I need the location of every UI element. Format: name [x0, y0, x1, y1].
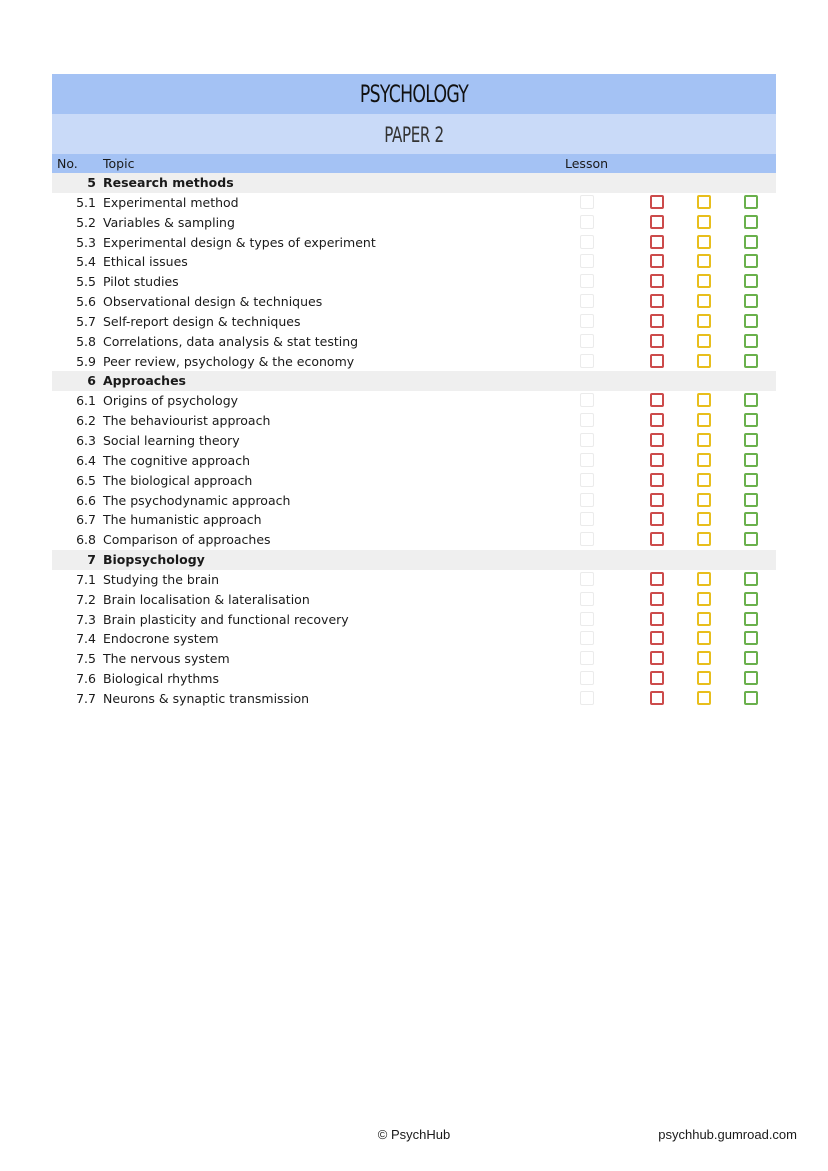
red-checkbox[interactable]	[650, 235, 664, 249]
green-checkbox[interactable]	[744, 334, 758, 348]
topic-number: 6.6	[76, 492, 96, 508]
red-checkbox[interactable]	[650, 671, 664, 685]
red-checkbox[interactable]	[650, 473, 664, 487]
red-checkbox[interactable]	[650, 592, 664, 606]
green-checkbox[interactable]	[744, 671, 758, 685]
red-checkbox[interactable]	[650, 334, 664, 348]
amber-checkbox[interactable]	[697, 195, 711, 209]
lesson-checkbox[interactable]	[580, 274, 594, 288]
amber-checkbox[interactable]	[697, 512, 711, 526]
topic-table	[52, 173, 776, 709]
topic-row	[52, 391, 776, 411]
lesson-checkbox[interactable]	[580, 195, 594, 209]
topic-title: Pilot studies	[103, 274, 179, 290]
lesson-checkbox[interactable]	[580, 393, 594, 407]
red-checkbox[interactable]	[650, 691, 664, 705]
green-checkbox[interactable]	[744, 433, 758, 447]
topic-number: 6.7	[76, 512, 96, 528]
topic-number: 7.3	[76, 611, 96, 627]
topic-number: 6.2	[76, 413, 96, 429]
red-checkbox[interactable]	[650, 274, 664, 288]
topic-row	[52, 193, 776, 213]
lesson-checkbox[interactable]	[580, 413, 594, 427]
amber-checkbox[interactable]	[697, 334, 711, 348]
topic-number: 5.3	[76, 234, 96, 250]
section-title: Biopsychology	[103, 552, 205, 568]
amber-checkbox[interactable]	[697, 294, 711, 308]
topic-row	[52, 252, 776, 272]
topic-number: 7.6	[76, 671, 96, 687]
lesson-checkbox[interactable]	[580, 512, 594, 526]
topic-title: Ethical issues	[103, 254, 188, 270]
lesson-checkbox[interactable]	[580, 631, 594, 645]
topic-number: 5.1	[76, 194, 96, 210]
amber-checkbox[interactable]	[697, 631, 711, 645]
lesson-checkbox[interactable]	[580, 215, 594, 229]
green-checkbox[interactable]	[744, 274, 758, 288]
green-checkbox[interactable]	[744, 532, 758, 546]
amber-checkbox[interactable]	[697, 473, 711, 487]
header-lesson: Lesson	[565, 156, 609, 171]
red-checkbox[interactable]	[650, 413, 664, 427]
lesson-checkbox[interactable]	[580, 254, 594, 268]
topic-number: 5.2	[76, 214, 96, 230]
lesson-checkbox[interactable]	[580, 453, 594, 467]
section-number: 6	[87, 373, 96, 389]
topic-row	[52, 272, 776, 292]
topic-row	[52, 610, 776, 630]
red-checkbox[interactable]	[650, 572, 664, 586]
lesson-checkbox[interactable]	[580, 592, 594, 606]
lesson-checkbox[interactable]	[580, 493, 594, 507]
topic-title: Experimental design & types of experiment	[103, 234, 376, 250]
amber-checkbox[interactable]	[697, 671, 711, 685]
amber-checkbox[interactable]	[697, 254, 711, 268]
topic-number: 5.4	[76, 254, 96, 270]
red-checkbox[interactable]	[650, 612, 664, 626]
topic-title: The nervous system	[103, 651, 230, 667]
topic-row	[52, 649, 776, 669]
green-checkbox[interactable]	[744, 254, 758, 268]
section-number: 5	[87, 175, 96, 190]
lesson-checkbox[interactable]	[580, 314, 594, 328]
topic-number: 5.6	[76, 294, 96, 310]
lesson-checkbox[interactable]	[580, 691, 594, 705]
topic-row	[52, 233, 776, 253]
section-title: Research methods	[103, 175, 234, 190]
amber-checkbox[interactable]	[697, 572, 711, 586]
topic-row	[52, 530, 776, 550]
green-checkbox[interactable]	[744, 493, 758, 507]
topic-row	[52, 213, 776, 233]
topic-row	[52, 471, 776, 491]
topic-row	[52, 590, 776, 610]
topic-title: Studying the brain	[103, 571, 220, 587]
topic-number: 5.9	[76, 353, 96, 369]
green-checkbox[interactable]	[744, 314, 758, 328]
green-checkbox[interactable]	[744, 631, 758, 645]
green-checkbox[interactable]	[744, 592, 758, 606]
amber-checkbox[interactable]	[697, 354, 711, 368]
footer-url[interactable]: psychhub.gumroad.com	[658, 1127, 797, 1142]
lesson-checkbox[interactable]	[580, 651, 594, 665]
amber-checkbox[interactable]	[697, 413, 711, 427]
lesson-checkbox[interactable]	[580, 433, 594, 447]
topic-row	[52, 570, 776, 590]
checklist-sheet	[52, 74, 776, 709]
green-checkbox[interactable]	[744, 294, 758, 308]
topic-number: 6.3	[76, 432, 96, 448]
topic-title: Experimental method	[103, 194, 239, 210]
topic-title: Self-report design & techniques	[103, 313, 301, 329]
red-checkbox[interactable]	[650, 314, 664, 328]
amber-checkbox[interactable]	[697, 651, 711, 665]
amber-checkbox[interactable]	[697, 453, 711, 467]
section-title: Approaches	[103, 373, 186, 389]
topic-row	[52, 292, 776, 312]
lesson-checkbox[interactable]	[580, 354, 594, 368]
red-checkbox[interactable]	[650, 354, 664, 368]
lesson-checkbox[interactable]	[580, 671, 594, 685]
topic-title: Endocrone system	[103, 631, 219, 647]
topic-number: 6.4	[76, 452, 96, 468]
header-no: No.	[57, 156, 78, 171]
lesson-checkbox[interactable]	[580, 294, 594, 308]
red-checkbox[interactable]	[650, 254, 664, 268]
topic-title: Brain plasticity and functional recovery	[103, 611, 349, 627]
topic-number: 6.1	[76, 393, 96, 409]
amber-checkbox[interactable]	[697, 691, 711, 705]
topic-title: Peer review, psychology & the economy	[103, 353, 355, 369]
topic-row	[52, 332, 776, 352]
topic-row	[52, 689, 776, 709]
topic-title: The cognitive approach	[103, 452, 251, 468]
footer-copyright: © PsychHub	[377, 1127, 451, 1142]
page-subtitle: PAPER 2	[384, 123, 444, 147]
topic-title: Variables & sampling	[103, 214, 235, 230]
red-checkbox[interactable]	[650, 393, 664, 407]
amber-checkbox[interactable]	[697, 215, 711, 229]
amber-checkbox[interactable]	[697, 493, 711, 507]
red-checkbox[interactable]	[650, 195, 664, 209]
page-title: PSYCHOLOGY	[153, 74, 674, 114]
topic-number: 6.8	[76, 532, 96, 548]
red-checkbox[interactable]	[650, 493, 664, 507]
green-checkbox[interactable]	[744, 195, 758, 209]
amber-checkbox[interactable]	[697, 274, 711, 288]
green-checkbox[interactable]	[744, 612, 758, 626]
topic-title: Brain localisation & lateralisation	[103, 591, 310, 607]
topic-title: The psychodynamic approach	[103, 492, 291, 508]
lesson-checkbox[interactable]	[580, 235, 594, 249]
topic-row	[52, 312, 776, 332]
section-row	[52, 173, 776, 193]
amber-checkbox[interactable]	[697, 532, 711, 546]
green-checkbox[interactable]	[744, 651, 758, 665]
green-checkbox[interactable]	[744, 393, 758, 407]
section-number: 7	[87, 552, 96, 568]
red-checkbox[interactable]	[650, 512, 664, 526]
green-checkbox[interactable]	[744, 572, 758, 586]
red-checkbox[interactable]	[650, 453, 664, 467]
topic-title: Neurons & synaptic transmission	[103, 690, 310, 706]
topic-title: Comparison of approaches	[103, 532, 271, 548]
topic-row	[52, 491, 776, 511]
topic-title: Biological rhythms	[103, 671, 219, 687]
topic-row	[52, 510, 776, 530]
topic-title: Origins of psychology	[103, 393, 239, 409]
lesson-checkbox[interactable]	[580, 473, 594, 487]
header-topic: Topic	[103, 156, 135, 171]
topic-number: 7.2	[76, 591, 96, 607]
topic-number: 5.8	[76, 333, 96, 349]
lesson-checkbox[interactable]	[580, 532, 594, 546]
title-banner	[52, 74, 776, 114]
topic-title: The behaviourist approach	[103, 413, 271, 429]
amber-checkbox[interactable]	[697, 612, 711, 626]
amber-checkbox[interactable]	[697, 314, 711, 328]
green-checkbox[interactable]	[744, 512, 758, 526]
topic-title: The biological approach	[103, 472, 253, 488]
red-checkbox[interactable]	[650, 532, 664, 546]
amber-checkbox[interactable]	[697, 235, 711, 249]
topic-row	[52, 451, 776, 471]
topic-row	[52, 629, 776, 649]
green-checkbox[interactable]	[744, 413, 758, 427]
topic-title: The humanistic approach	[103, 512, 262, 528]
topic-number: 6.5	[76, 472, 96, 488]
red-checkbox[interactable]	[650, 294, 664, 308]
red-checkbox[interactable]	[650, 215, 664, 229]
amber-checkbox[interactable]	[697, 393, 711, 407]
topic-row	[52, 411, 776, 431]
topic-number: 5.5	[76, 274, 96, 290]
green-checkbox[interactable]	[744, 691, 758, 705]
lesson-checkbox[interactable]	[580, 334, 594, 348]
green-checkbox[interactable]	[744, 215, 758, 229]
topic-number: 7.5	[76, 651, 96, 667]
topic-title: Social learning theory	[103, 432, 240, 448]
red-checkbox[interactable]	[650, 651, 664, 665]
green-checkbox[interactable]	[744, 453, 758, 467]
table-header	[52, 154, 776, 173]
topic-title: Observational design & techniques	[103, 294, 323, 310]
topic-row	[52, 431, 776, 451]
topic-row	[52, 352, 776, 372]
green-checkbox[interactable]	[744, 473, 758, 487]
lesson-checkbox[interactable]	[580, 612, 594, 626]
green-checkbox[interactable]	[744, 354, 758, 368]
subtitle-banner	[52, 114, 776, 154]
lesson-checkbox[interactable]	[580, 572, 594, 586]
topic-title: Correlations, data analysis & stat testing	[103, 333, 359, 349]
green-checkbox[interactable]	[744, 235, 758, 249]
amber-checkbox[interactable]	[697, 592, 711, 606]
red-checkbox[interactable]	[650, 433, 664, 447]
section-row	[52, 371, 776, 391]
topic-row	[52, 669, 776, 689]
topic-number: 7.7	[76, 690, 96, 706]
section-row	[52, 550, 776, 570]
red-checkbox[interactable]	[650, 631, 664, 645]
topic-number: 7.1	[76, 571, 96, 587]
topic-number: 5.7	[76, 313, 96, 329]
topic-number: 7.4	[76, 631, 96, 647]
amber-checkbox[interactable]	[697, 433, 711, 447]
